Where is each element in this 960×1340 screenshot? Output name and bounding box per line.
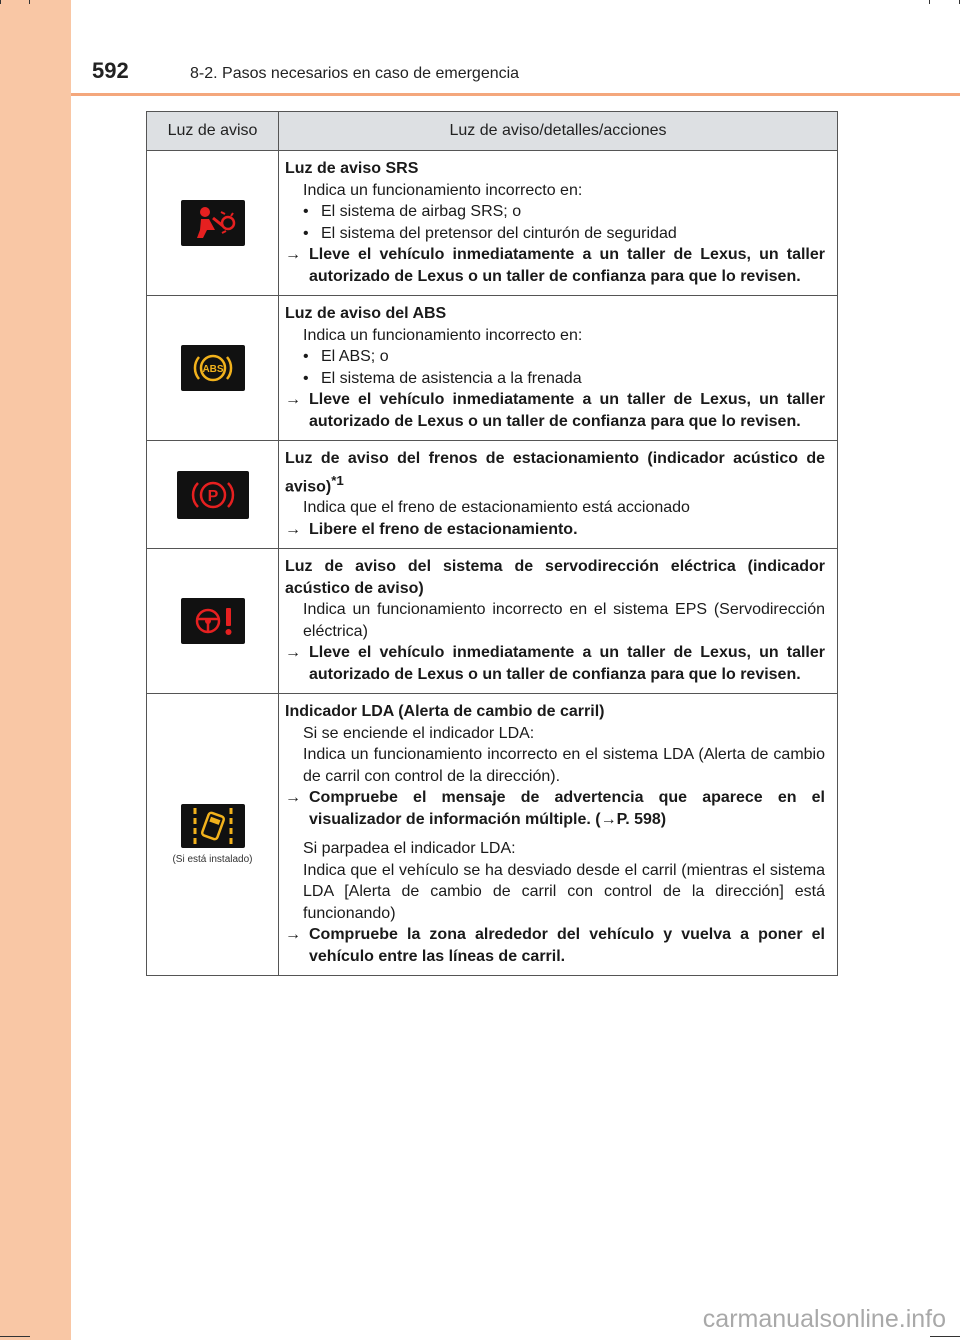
section-title: 8-2. Pasos necesarios en caso de emergencia [190, 65, 520, 82]
page-header [92, 58, 960, 94]
detail-text: Si se enciende el indicador LDA: [303, 724, 535, 742]
arrow-icon: → [285, 391, 301, 408]
icon-cell [147, 296, 279, 441]
abs-warning-icon [181, 345, 245, 391]
action-text: → Lleve el vehículo inmediatamente a un taller de Lexus, un taller autorizado de Lexus o un taller de confianza para que lo revisen. [285, 644, 825, 683]
crop-mark [0, 1336, 30, 1337]
eps-warning-icon [181, 598, 245, 644]
svg-text:ABS: ABS [201, 364, 224, 375]
table-row [147, 441, 838, 549]
arrow-icon: → [285, 644, 301, 662]
action-text: → Lleve el vehículo inmediatamente a un taller de Lexus, un taller autorizado de Lexus o un taller de confianza para que lo revisen. [285, 391, 825, 430]
warning-title: Luz de aviso SRS [285, 160, 419, 177]
details-cell [279, 151, 838, 296]
action-text: → Compruebe el mensaje de advertencia que aparece en el visualizador de información múltiple. (→P. 598) [285, 789, 825, 828]
page-number: 592 [92, 58, 129, 83]
table-header-row [147, 112, 838, 151]
warning-lights-table [146, 111, 838, 976]
footnote-mark: *1 [331, 472, 344, 488]
lda-lane-departure-icon [181, 804, 245, 848]
detail-text: Si parpadea el indicador LDA: [303, 840, 516, 858]
detail-text: Indica un funcionamiento incorrecto en: [303, 181, 583, 199]
action-text: → Libere el freno de estacionamiento. [285, 519, 825, 541]
details-cell [279, 296, 838, 441]
arrow-icon: → [285, 246, 301, 263]
side-tab-band [0, 0, 71, 1340]
bullet-item: • El sistema de airbag SRS; o [303, 203, 522, 220]
action-text: → Lleve el vehículo inmediatamente a un taller de Lexus, un taller autorizado de Lexus o un taller de confianza para que lo revisen. [285, 246, 825, 285]
watermark: carmanualsonline.info [702, 1305, 946, 1333]
svg-text:P: P [207, 487, 218, 505]
detail-text: Indica un funcionamiento incorrecto en el sistema EPS (Servodirección eléctrica) [303, 601, 825, 640]
crop-mark [29, 0, 30, 4]
details-cell [279, 694, 838, 976]
details-cell [279, 549, 838, 694]
warning-title: Luz de aviso del frenos de estacionamiento (indicador acústico de aviso)$^{*1}$ [285, 450, 825, 495]
icon-note: (Si está instalado) [172, 854, 253, 866]
table-row [147, 549, 838, 694]
crop-mark [0, 0, 1, 4]
table-row [147, 296, 838, 441]
header-rule [71, 93, 960, 96]
detail-text: Indica que el freno de estacionamiento está accionado [303, 499, 690, 517]
icon-cell [147, 694, 279, 976]
srs-airbag-warning-icon [181, 200, 245, 246]
icon-cell [147, 151, 279, 296]
action-text: → Compruebe la zona alrededor del vehículo y vuelva a poner el vehículo entre las líneas de carril. [285, 926, 825, 965]
detail-text: Indica un funcionamiento incorrecto en: [303, 326, 583, 344]
bullet-item: • El sistema de asistencia a la frenada [303, 369, 582, 387]
warning-title: Luz de aviso del sistema de servodirección eléctrica (indicador acústico de aviso) [285, 558, 825, 597]
arrow-icon: → [285, 789, 301, 807]
bullet-item: • El ABS; o [303, 348, 389, 365]
arrow-icon: → [285, 520, 301, 538]
col-header-details: Luz de aviso/detalles/acciones [279, 112, 838, 151]
table-row [147, 151, 838, 296]
icon-cell [147, 441, 279, 549]
warning-title: Indicador LDA (Alerta de cambio de carril) [285, 703, 605, 721]
crop-mark [929, 0, 930, 4]
details-cell [279, 441, 838, 549]
table-row [147, 694, 838, 976]
icon-cell [147, 549, 279, 694]
arrow-icon: → [285, 926, 301, 944]
crop-mark [930, 1336, 960, 1337]
bullet-item: • El sistema del pretensor del cinturón de seguridad [303, 224, 677, 242]
detail-text: Indica un funcionamiento incorrecto en el sistema LDA (Alerta de cambio de carril con control de la dirección). [303, 746, 825, 785]
detail-text: Indica que el vehículo se ha desviado desde el carril (mientras el sistema LDA [Alerta de cambio de carril con control de la dirección] está funcionando) [303, 861, 825, 922]
col-header-warning-light: Luz de aviso [147, 112, 279, 151]
warning-title: Luz de aviso del ABS [285, 305, 447, 322]
parking-brake-warning-icon [177, 471, 249, 519]
